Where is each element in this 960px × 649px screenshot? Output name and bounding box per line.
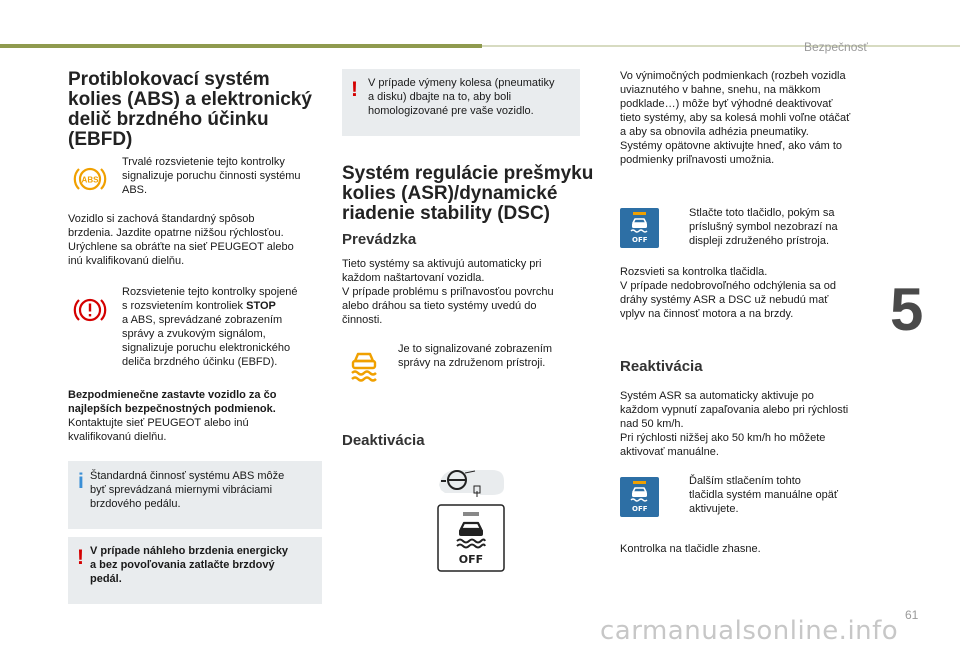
operation-text: Tieto systémy sa aktivujú automaticky pri každom naštartovaní vozidla. V prípade problému s priľnavosťou povrchu alebo dráhou sa tieto systémy uvedú do činnosti. [342,258,554,326]
lamp-on-text: Rozsvieti sa kontrolka tlačidla. V prípade nedobrovoľného odchýlenia sa od dráhy systémy ASR a DSC už nebudú mať vplyv na činnosť motora a na brzdy. [620,266,837,320]
reactivation-text: Systém ASR sa automaticky aktivuje po každom vypnutí zapaľovania alebo pri rýchlosti nad 50 km/h. Pri rýchlosti nižšej ako 50 km/h ho môžete aktivovať manuálne. [620,390,849,458]
lamp-off-text: Kontrolka na tlačidle zhasne. [620,543,761,555]
header-rule [482,45,960,47]
abs-info-note [68,461,322,529]
svg-text:OFF: OFF [458,553,484,566]
brake-lamp-text: Rozsvietenie tejto kontrolky spojené s rozsvietením kontroliek STOP a ABS, sprevádzané zobrazením správy a zvukovým signálom, signalizuje poruchu elektronického deliča brzdného účinku (EBFD). [122,286,298,368]
intro-text: Vo výnimočných podmienkach (rozbeh vozidla uviaznutého v bahne, snehu, na mäkkom podklade…) môže byť výhodné deaktivovať tieto systémy, aby sa kolesá mohli voľne otáčať a aby sa obnovila adhézia pneumatiky. Systémy opätovne aktivujte hneď, ako vám to podmienky priľnavosti umožnia. [620,70,851,166]
chapter-title: Bezpečnosť [804,40,868,54]
abs-warning-text: V prípade náhleho brzdenia energicky a bez povoľovania zatlačte brzdový pedál. [90,545,289,585]
dashboard-button-location-diagram [437,467,507,573]
warning-icon: ! [77,546,84,569]
svg-text:ABS: ABS [81,175,99,185]
chapter-number: 5 [890,276,924,343]
reactivation-heading: Reaktivácia [620,358,703,375]
press-again-text: Ďalším stlačením tohto tlačidla systém manuálne opäť aktivujete. [689,475,839,515]
abs-paragraph: Vozidlo si zachová štandardný spôsob brzdenia. Jazdite opatrne nižšou rýchlosťou. Urýchlene sa obráťte na sieť PEUGEOT alebo inú kvalifikovanú dielňu. [68,213,294,267]
warning-icon: ! [351,78,358,101]
blink-text: Je to signalizované zobrazením správy na združenom prístroji. [398,343,553,369]
asr-section-title: Systém regulácie prešmyku kolies (ASR)/dynamické riadenie stability (DSC) [342,163,594,224]
stability-control-lamp-icon [346,347,382,383]
deactivation-heading: Deaktivácia [342,432,425,449]
wheel-warning-text: V prípade výmeny kolesa (pneumatiky a disku) dbajte na to, aby boli homologizované pre vaše vozidlo. [368,77,555,117]
stop-instruction: Bezpodmienečne zastavte vozidlo za čo najlepších bezpečnostných podmienok. Kontaktujte sieť PEUGEOT alebo inú kvalifikovanú dielňu. [68,389,277,443]
operation-heading: Prevádzka [342,231,417,248]
brake-warning-lamp-icon [73,294,107,326]
abs-info-text: Štandardná činnosť systému ABS môže byť sprevádzaná miernymi vibráciami brzdového pedálu. [90,470,285,510]
press-text: Stlačte toto tlačidlo, pokým sa príslušný symbol nezobrazí na displeji združeného prístroja. [689,207,838,247]
chapter-accent-bar [0,44,482,48]
abs-warning-note [68,537,322,604]
page-number: 61 [905,608,919,622]
abs-warning-lamp-icon [73,163,107,195]
asr-off-button-icon: OFF [620,477,659,517]
info-icon: i [78,470,84,493]
watermark: carmanualsonline.info [600,616,899,646]
abs-section-title: Protiblokovací systém kolies (ABS) a elektronický delič brzdného účinku (EBFD) [68,69,312,150]
asr-off-button-icon: OFF [620,208,659,248]
abs-lamp-text: Trvalé rozsvietenie tejto kontrolky signalizuje poruchu činnosti systému ABS. [122,156,301,196]
wheel-warning-note [342,69,580,136]
